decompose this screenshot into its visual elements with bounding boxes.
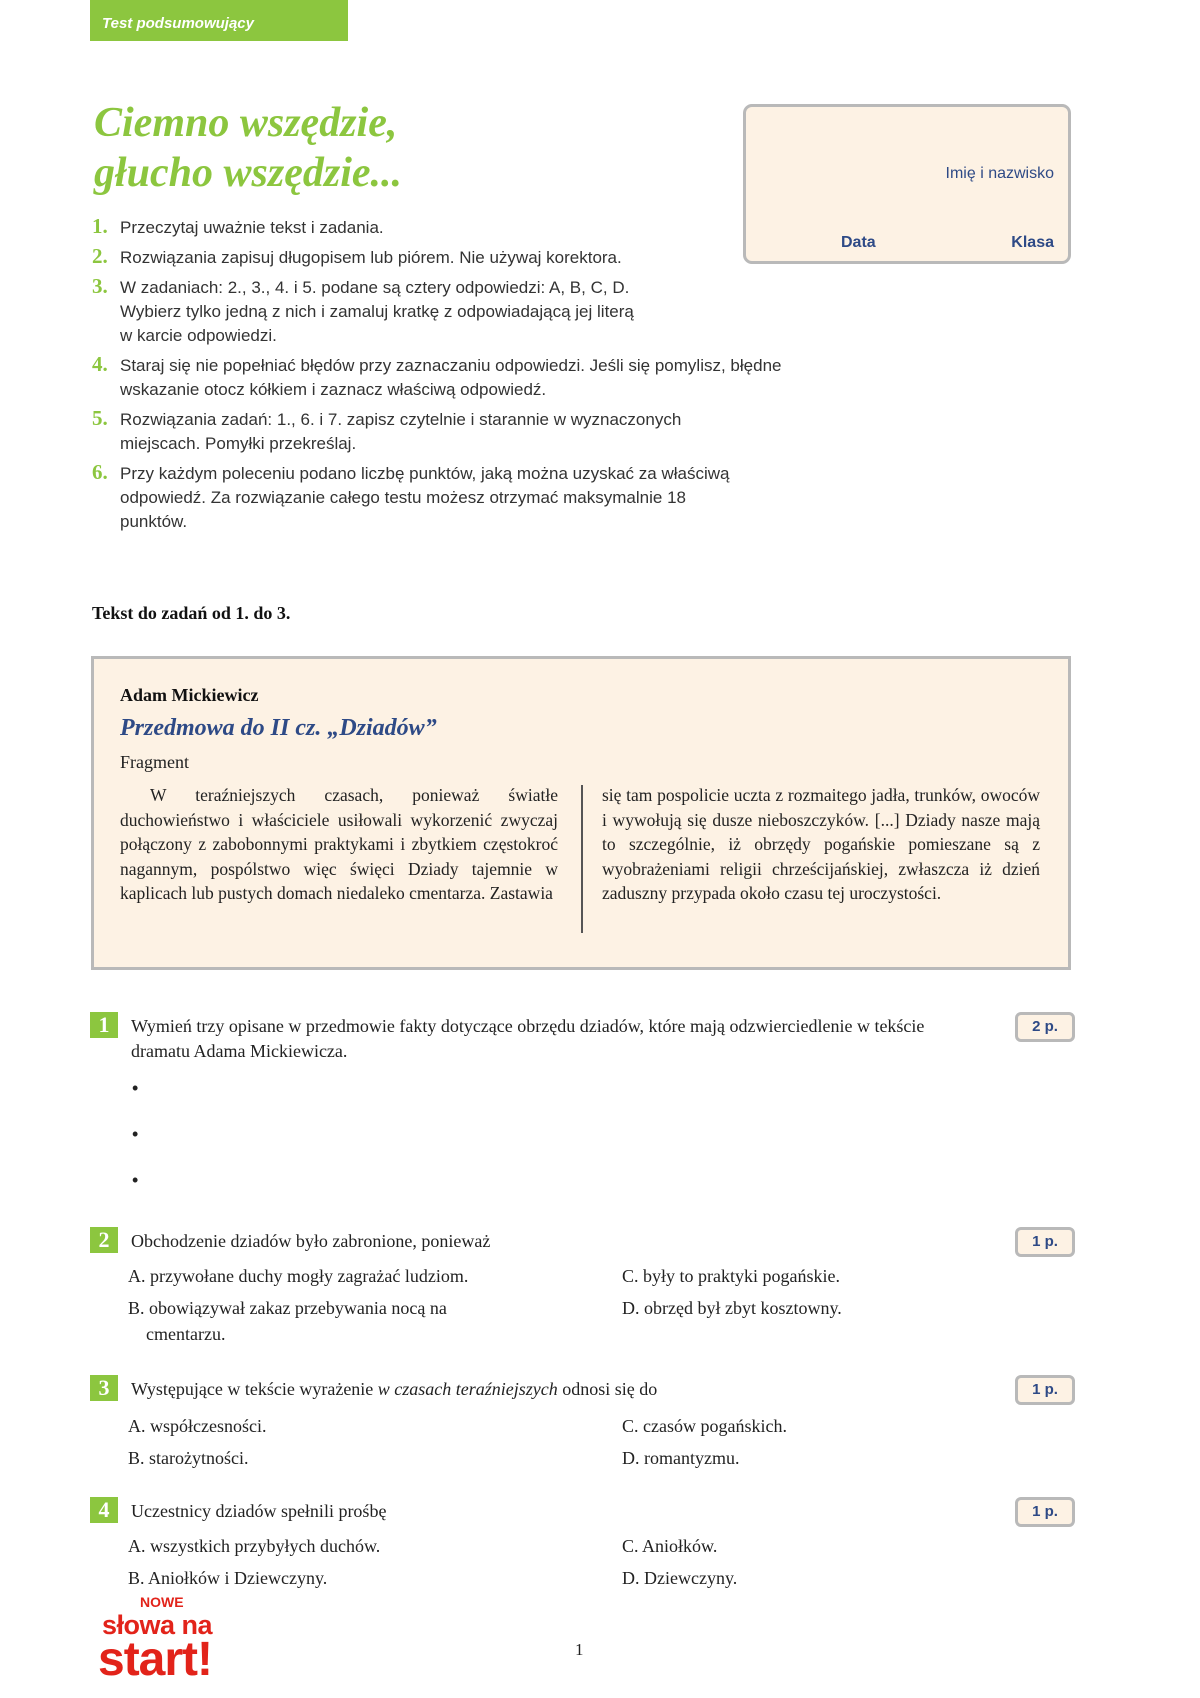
page-number: 1 xyxy=(575,1640,584,1659)
points-badge: 2 p. xyxy=(1015,1012,1075,1042)
task-3 xyxy=(90,1375,1075,1475)
task-question: Wymień trzy opisane w przedmowie fakty dotyczące obrzędu dziadów, które mają odzwierciedlenie w tekście dramatu Adama Mickiewicza. xyxy=(131,1016,925,1061)
reading-column-left: W teraźniejszych czasach, ponieważ światłe duchowieństwo i właściciele usiłowali wykorzenić zwyczaj połączony z zabobonnymi praktykami i zbytkiem częstokroć nagannym, pospólstwo więc święci Dziady tajemnie w kaplicach lub pustych domach niedaleko cmentarza. Zastawia xyxy=(120,785,558,903)
instruction-number: 2. xyxy=(92,244,108,268)
task-1 xyxy=(90,1012,1075,1192)
instruction-number: 1. xyxy=(92,214,108,238)
points-badge: 1 p. xyxy=(1015,1227,1075,1257)
instruction-item xyxy=(92,462,792,534)
answer-option-a[interactable]: A. współczesności. xyxy=(128,1416,267,1436)
instruction-item xyxy=(92,246,792,270)
student-info-box xyxy=(743,104,1071,264)
task-question: Uczestnicy dziadów spełnili prośbę xyxy=(131,1501,387,1521)
instruction-item xyxy=(92,408,792,456)
points-badge: 1 p. xyxy=(1015,1375,1075,1405)
page-title xyxy=(94,98,654,198)
answer-bullet: • xyxy=(132,1124,139,1144)
reading-heading: Tekst do zadań od 1. do 3. xyxy=(92,603,291,623)
column-divider xyxy=(581,785,583,933)
task-number: 2 xyxy=(90,1227,118,1253)
reading-title: Przedmowa do II cz. „Dziadów” xyxy=(120,715,437,741)
name-label: Imię i nazwisko xyxy=(945,165,1054,182)
title-line-1: Ciemno wszędzie, xyxy=(94,100,398,146)
header-tab xyxy=(90,0,348,41)
instruction-number: 3. xyxy=(92,274,108,298)
instruction-text: Rozwiązania zadań: 1., 6. i 7. zapisz czytelnie i starannie w wyznaczonych miejscach. Pomyłki przekreślaj. xyxy=(120,410,682,453)
task-number: 3 xyxy=(90,1375,118,1401)
logo-text-small: NOWE xyxy=(140,1594,184,1610)
instruction-item xyxy=(92,276,792,348)
instruction-item xyxy=(92,216,792,240)
question-text-part: Występujące w tekście wyrażenie xyxy=(131,1379,378,1399)
title-line-2: głucho wszędzie... xyxy=(94,150,403,196)
logo-text-mid: słowa na xyxy=(102,1610,213,1640)
reading-author: Adam Mickiewicz xyxy=(120,685,259,705)
instruction-number: 6. xyxy=(92,460,108,484)
instruction-number: 5. xyxy=(92,406,108,430)
reading-passage-box xyxy=(91,656,1071,970)
instructions-list xyxy=(92,216,792,540)
question-text-part: odnosi się do xyxy=(557,1379,658,1399)
answer-option-d[interactable]: D. Dziewczyny. xyxy=(622,1568,738,1588)
instruction-text: Przy każdym poleceniu podano liczbę punktów, jaką można uzyskać za właściwą odpowiedź. Za rozwiązanie całego testu możesz otrzymać maksymalnie 18 punktów. xyxy=(120,464,730,531)
answer-option-b[interactable]: B. Aniołków i Dziewczyny. xyxy=(128,1568,328,1588)
instruction-text: Staraj się nie popełniać błędów przy zaznaczaniu odpowiedzi. Jeśli się pomylisz, błędne wskazanie otocz kółkiem i zaznacz właściwą odpowiedź. xyxy=(120,356,782,399)
question-emphasis: w czasach teraźniejszych xyxy=(377,1379,558,1399)
instruction-text: Przeczytaj uważnie tekst i zadania. xyxy=(120,218,384,237)
logo-text-big: start! xyxy=(98,1633,213,1686)
publisher-logo xyxy=(98,1594,238,1694)
answer-bullet: • xyxy=(132,1078,139,1098)
header-tab-label: Test podsumowujący xyxy=(102,15,254,32)
instruction-number: 4. xyxy=(92,352,108,376)
instruction-item xyxy=(92,354,792,402)
task-number: 1 xyxy=(90,1012,118,1038)
answer-option-c[interactable]: C. Aniołków. xyxy=(622,1536,718,1556)
answer-option-c[interactable]: C. czasów pogańskich. xyxy=(622,1416,787,1436)
task-4 xyxy=(90,1497,1075,1597)
reading-column-right: się tam pospolicie uczta z rozmaitego jadła, trunków, owoców i wywołują się dusze nieboszczyków. [...] Dziady nasze mają to szczególnie, iż obrzędy pogańskie pomieszane są z wyobrażeniami religii chrześcijańskiej, zwłaszcza iż dzień zaduszny przypada około czasu tej uroczystości. xyxy=(602,785,1040,903)
date-label: Data xyxy=(841,234,876,251)
class-label: Klasa xyxy=(1011,234,1054,251)
reading-fragment-label: Fragment xyxy=(120,752,189,772)
answer-option-b[interactable]: B. obowiązywał zakaz przebywania nocą na cmentarzu. xyxy=(128,1298,447,1344)
answer-option-a[interactable]: A. przywołane duchy mogły zagrażać ludziom. xyxy=(128,1266,469,1286)
points-badge: 1 p. xyxy=(1015,1497,1075,1527)
task-2 xyxy=(90,1227,1075,1347)
answer-option-d[interactable]: D. obrzęd był zbyt kosztowny. xyxy=(622,1298,842,1318)
answer-bullet: • xyxy=(132,1170,139,1190)
answer-option-d[interactable]: D. romantyzmu. xyxy=(622,1448,740,1468)
task-number: 4 xyxy=(90,1497,118,1523)
instruction-text: Rozwiązania zapisuj długopisem lub piórem. Nie używaj korektora. xyxy=(120,248,622,267)
instruction-text: W zadaniach: 2., 3., 4. i 5. podane są cztery odpowiedzi: A, B, C, D. Wybierz tylko jedną z nich i zamaluj kratkę z odpowiadającą jej literą w karcie odpowiedzi. xyxy=(120,278,634,345)
task-question xyxy=(131,1377,931,1402)
answer-option-b[interactable]: B. starożytności. xyxy=(128,1448,249,1468)
task-question: Obchodzenie dziadów było zabronione, ponieważ xyxy=(131,1231,491,1251)
answer-option-c[interactable]: C. były to praktyki pogańskie. xyxy=(622,1266,840,1286)
answer-option-a[interactable]: A. wszystkich przybyłych duchów. xyxy=(128,1536,381,1556)
